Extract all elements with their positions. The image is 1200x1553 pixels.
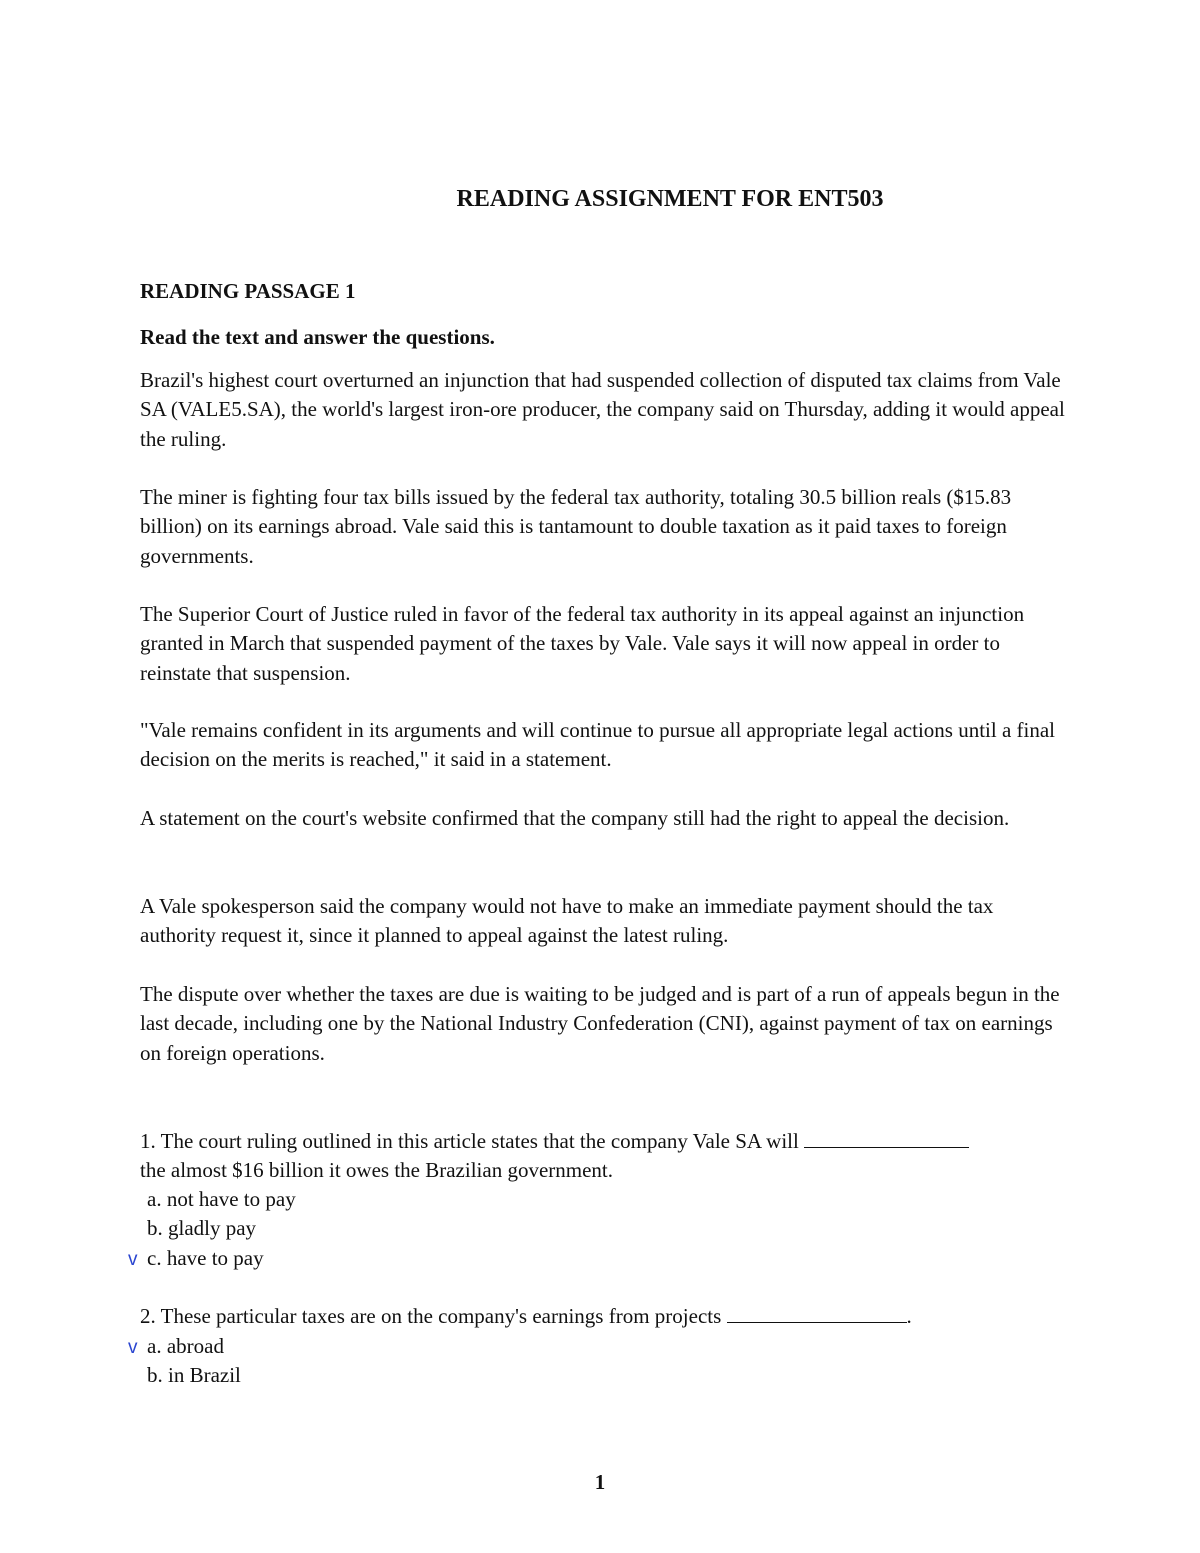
paragraph-2: The miner is fighting four tax bills issued by the federal tax authority, totaling 30.5 billion reals ($15.83 billion) on its earnings abroad. Vale said this is tantamount to double taxation as it paid taxes to foreign governments.: [140, 485, 1012, 568]
paragraph-4: "Vale remains confident in its arguments and will continue to pursue all appropriate legal actions until a final decision on the merits is reached," it said in a statement.: [140, 718, 1056, 772]
question-2-stem: [140, 1302, 912, 1331]
question-2-option-b: b. in Brazil: [147, 1363, 241, 1387]
question-1-option-a: a. not have to pay: [147, 1187, 296, 1211]
document-title: READING ASSIGNMENT FOR ENT503: [456, 186, 884, 212]
paragraph-3: The Superior Court of Justice ruled in favor of the federal tax authority in its appeal against an injunction granted in March that suspended payment of the taxes by Vale. Vale says it will now appeal in order to reinstate that suspension.: [140, 602, 1025, 685]
question-2-stem-text: 2. These particular taxes are on the company's earnings from projects: [140, 1304, 722, 1328]
question-1-option-b: b. gladly pay: [147, 1216, 257, 1240]
instruction-text: Read the text and answer the questions.: [140, 325, 495, 349]
paragraph-7: The dispute over whether the taxes are due is waiting to be judged and is part of a run of appeals begun in the last decade, including one by the National Industry Confederation (CNI), against payment of tax on earnings on foreign operations.: [140, 982, 1060, 1065]
question-1-option-c: c. have to pay: [147, 1246, 264, 1270]
paragraph-1: Brazil's highest court overturned an injunction that had suspended collection of disputed tax claims from Vale SA (VALE5.SA), the world's largest iron-ore producer, the company said on Thursday, adding it would appeal the ruling.: [140, 368, 1065, 451]
passage-heading: READING PASSAGE 1: [140, 279, 356, 303]
question-1-answer-blank: [804, 1129, 969, 1148]
paragraph-6: A Vale spokesperson said the company would not have to make an immediate payment should the tax authority request it, since it planned to appeal against the latest ruling.: [140, 894, 994, 948]
paragraph-5: A statement on the court's website confirmed that the company still had the right to appeal the decision.: [140, 806, 1010, 830]
check-mark-icon: v: [128, 1249, 138, 1270]
question-1-stem-text: 1. The court ruling outlined in this article states that the company Vale SA will: [140, 1129, 799, 1153]
question-2-answer-blank: [727, 1304, 907, 1323]
page-number: 1: [594, 1470, 606, 1494]
question-2-option-a: a. abroad: [147, 1334, 224, 1358]
check-mark-icon: v: [128, 1337, 138, 1358]
question-1-stem-line1: [140, 1127, 969, 1156]
question-1-stem-line2: the almost $16 billion it owes the Brazilian government.: [140, 1158, 613, 1182]
question-2-stem-end: .: [906, 1304, 912, 1328]
